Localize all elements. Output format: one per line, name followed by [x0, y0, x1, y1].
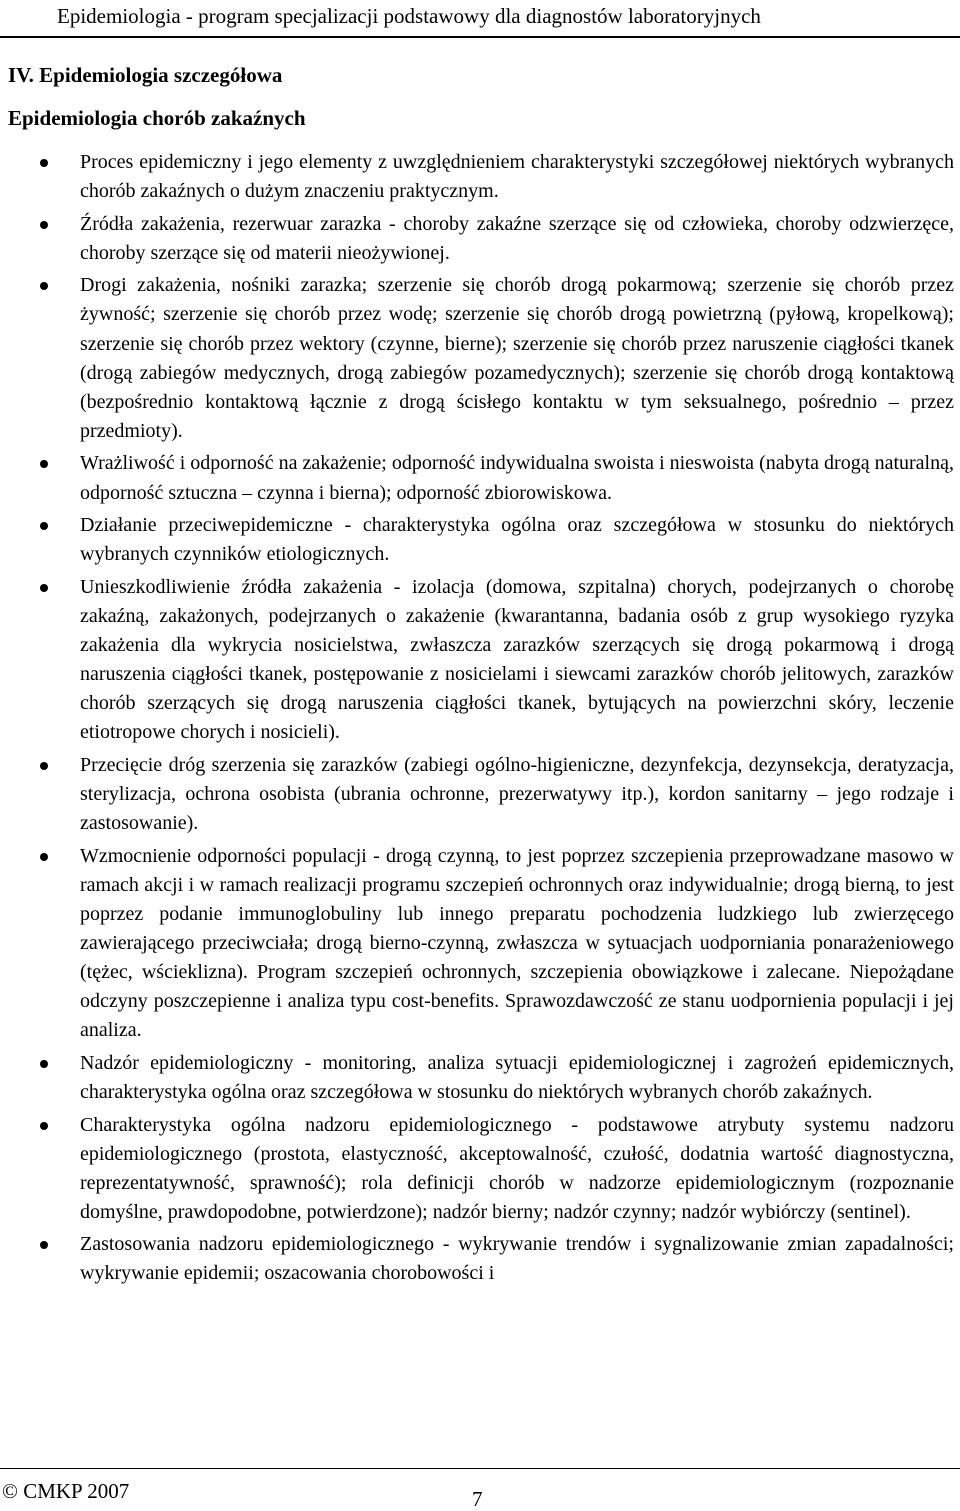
- list-item: [0, 751, 954, 838]
- list-item-text: Nadzór epidemiologiczny - monitoring, analiza sytuacji epidemiologicznej i zagrożeń epidemicznych, charakterystyka ogólna oraz szczegółowa w stosunku do niektórych wybranych chorób zakaźnych.: [80, 1051, 954, 1103]
- list-item-text: Charakterystyka ogólna nadzoru epidemiologicznego - podstawowe atrybuty systemu nadzoru epidemiologicznego (prostota, elastyczność, akceptowalność, czułość, dodatnia wartość diagnostyczna, reprezentatywność, sprawność); rola definicji chorób w nadzorze epidemiologicznym (rozpoznanie domyślne, prawdopodobne, potwierdzone); nadzór bierny; nadzór czynny; nadzór wybiórczy (sentinel).: [80, 1113, 954, 1223]
- bullet-icon: [40, 522, 48, 530]
- list-item-text: Proces epidemiczny i jego elementy z uwzględnieniem charakterystyki szczegółowej niektórych wybranych chorób zakaźnych o dużym znaczeniu praktycznym.: [80, 151, 954, 203]
- bullet-icon: [40, 853, 48, 861]
- page-number: 7: [472, 1487, 483, 1511]
- list-item: [0, 449, 954, 507]
- list-item: [0, 1049, 954, 1107]
- list-item-text: Zastosowania nadzoru epidemiologicznego - wykrywanie trendów i sygnalizowanie zmian zapadalności; wykrywanie epidemii; oszacowania chorobowości i: [80, 1233, 954, 1285]
- list-item-text: Drogi zakażenia, nośniki zarazka; szerzenie się chorób drogą pokarmową; szerzenie się chorób przez żywność; szerzenie się chorób przez wodę; szerzenie się chorób drogą powietrzną (pyłową, kropelkową); szerzenie się chorób przez wektory (czynne, bierne); szerzenie się chorób przez naruszenie ciągłości tkanek (drogą zabiegów medycznych, drogą zabiegów pozamedycznych); szerzenie się chorób drogą kontaktową (bezpośrednio kontaktową łącznie z drogą ścisłego kontaktu w tym seksualnego, pośrednio – przez przedmioty).: [80, 274, 954, 442]
- list-item-text: Wrażliwość i odporność na zakażenie; odporność indywidualna swoista i nieswoista (nabyta drogą naturalną, odporność sztuczna – czynna i bierna); odporność zbiorowiskowa.: [80, 452, 954, 504]
- bullet-icon: [40, 1060, 48, 1068]
- bullet-icon: [40, 584, 48, 592]
- list-item-text: Wzmocnienie odporności populacji - drogą czynną, to jest poprzez szczepienia przeprowadzane masowo w ramach akcji i w ramach realizacji programu szczepień ochronnych oraz indywidualnie; drogą bierną, to jest poprzez podanie immunoglobuliny lub innego preparatu pochodzenia ludzkiego lub zwierzęcego zawierającego przeciwciała; drogą bierno-czynną, zwłaszcza w sytuacjach uodporniania ponarażeniowego (tężec, wścieklizna). Program szczepień ochronnych, szczepienia obowiązkowe i zalecane. Niepożądane odczyny poszczepienne i analiza typu cost-benefits. Sprawozdawczość ze stanu uodpornienia populacji i jej analiza.: [80, 844, 954, 1042]
- bullet-icon: [40, 1241, 48, 1249]
- list-item: [0, 842, 954, 1046]
- list-item: [0, 1230, 954, 1288]
- bullet-icon: [40, 282, 48, 290]
- subsection-title: Epidemiologia chorób zakaźnych: [8, 106, 306, 130]
- list-item: [0, 1111, 954, 1227]
- list-item-text: Przecięcie dróg szerzenia się zarazków (zabiegi ogólno-higieniczne, dezynfekcja, dezynsekcja, deratyzacja, sterylizacja, ochrona osobista (ubrania ochronne, prezerwatywy itp.), kordon sanitarny – jego rodzaje i zastosowanie).: [80, 753, 954, 835]
- section-title: IV. Epidemiologia szczegółowa: [8, 63, 283, 87]
- bullet-icon: [40, 460, 48, 468]
- list-item: [0, 210, 954, 268]
- list-item-text: Źródła zakażenia, rezerwuar zarazka - choroby zakaźne szerzące się od człowieka, choroby odzwierzęce, choroby szerzące się od materii nieożywionej.: [80, 212, 954, 264]
- list-item-text: Działanie przeciwepidemiczne - charakterystyka ogólna oraz szczegółowa w stosunku do niektórych wybranych czynników etiologicznych.: [80, 514, 954, 566]
- footer-copyright: © CMKP 2007: [2, 1479, 130, 1503]
- list-item: [0, 271, 954, 446]
- footer-rule: [0, 1468, 960, 1469]
- header-rule: [0, 36, 960, 38]
- list-item-text: Unieszkodliwienie źródła zakażenia - izolacja (domowa, szpitalna) chorych, podejrzanych o chorobę zakaźną, zakażonych, podejrzanych o zakażenie (kwarantanna, badania osób z grup wysokiego ryzyka zakażenia dla wykrycia nosicielstwa, zwłaszcza zarazków szerzących się drogą pokarmową i drogą naruszenia ciągłości tkanek, postępowanie z nosicielami i siewcami zarazków chorób jelitowych, zarazków chorób szerzących się drogą naruszenia ciągłości tkanek, bytujących na powierzchni skóry, leczenie etiotropowe chorych i nosicieli).: [80, 575, 954, 744]
- list-item: [0, 573, 954, 748]
- list-item: [0, 511, 954, 569]
- bullet-icon: [40, 762, 48, 770]
- bullet-icon: [40, 221, 48, 229]
- running-header: Epidemiologia - program specjalizacji podstawowy dla diagnostów laboratoryjnych: [57, 4, 761, 28]
- list-item: [0, 148, 954, 206]
- bullet-icon: [40, 1122, 48, 1130]
- bullet-icon: [40, 159, 48, 167]
- topic-list: [0, 148, 954, 1292]
